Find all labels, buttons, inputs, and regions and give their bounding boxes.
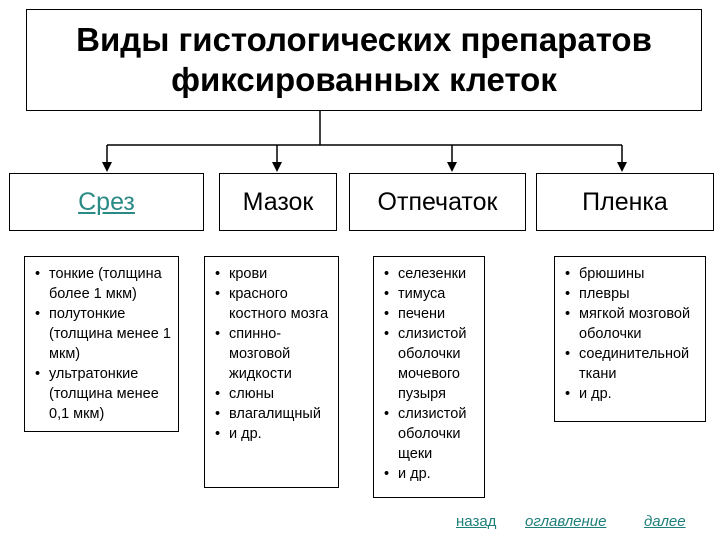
list-item: • спинно-мозговой жидкости	[229, 324, 332, 384]
header-mazok: Мазок	[219, 173, 337, 231]
list-item: • плевры	[579, 284, 699, 304]
title-line-1: Виды гистологических препаратов	[76, 21, 652, 58]
list-item: • соединительной ткани	[579, 344, 699, 384]
list-item: • слюны	[229, 384, 332, 404]
list-item: • ультратонкие (толщина менее 0,1 мкм)	[49, 364, 172, 424]
header-srez[interactable]: Срез	[9, 173, 204, 231]
nav-contents-link[interactable]: оглавление	[525, 513, 607, 530]
list-plenka	[554, 256, 706, 422]
list-item: • влагалищный	[229, 404, 332, 424]
list-item: • мягкой мозговой оболочки	[579, 304, 699, 344]
title-line-2: фиксированных клеток	[171, 61, 557, 98]
nav-back-link[interactable]: назад	[456, 513, 497, 530]
list-item: • крови	[229, 264, 332, 284]
diagram-title	[26, 9, 702, 111]
list-item: • тонкие (толщина более 1 мкм)	[49, 264, 172, 304]
list-otpechatok	[373, 256, 485, 498]
list-item: • брюшины	[579, 264, 699, 284]
list-item: • красного костного мозга	[229, 284, 332, 324]
list-item: • и др.	[229, 424, 332, 444]
nav-next-link[interactable]: далее	[644, 513, 686, 530]
list-item: • слизистой оболочки щеки	[398, 404, 478, 464]
list-item: • тимуса	[398, 284, 478, 304]
list-item: • и др.	[579, 384, 699, 404]
list-mazok	[204, 256, 339, 488]
list-item: • печени	[398, 304, 478, 324]
list-item: • и др.	[398, 464, 478, 484]
header-plenka: Пленка	[536, 173, 714, 231]
header-otpechatok: Отпечаток	[349, 173, 526, 231]
list-srez	[24, 256, 179, 432]
list-item: • селезенки	[398, 264, 478, 284]
list-item: • слизистой оболочки мочевого пузыря	[398, 324, 478, 404]
list-item: • полутонкие (толщина менее 1 мкм)	[49, 304, 172, 364]
